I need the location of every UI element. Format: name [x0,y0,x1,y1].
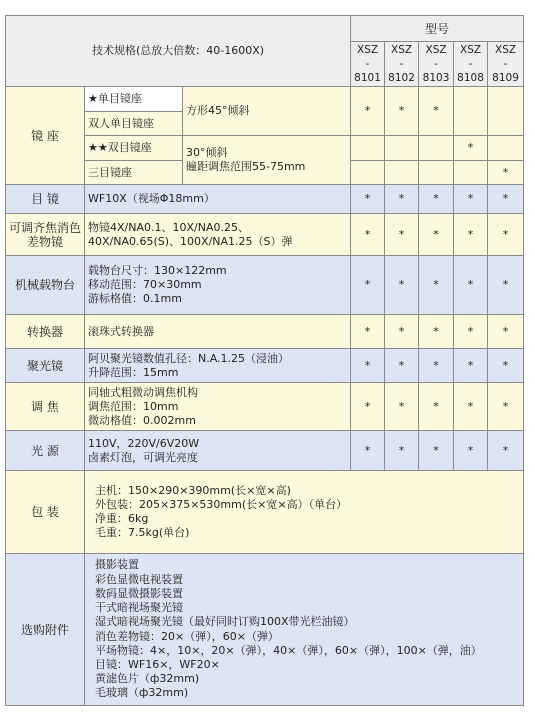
mark [385,136,419,161]
mark: * [385,349,419,383]
category-focus: 调 焦 [6,383,85,431]
mark: * [419,214,454,256]
desc-accessories: 摄影装置 彩色显微电视装置 数码显微摄影装置 干式暗视场聚光镜 湿式暗视场聚光镜（最好同时订购100X带光栏油镜） 消色差物镜：20×（弹），60×（弹） 平场物镜：4×，10×，20×（弹），40×（弹），60×（弹），100×（弹，油） 目镜：WF16×，WF20× 黄滤色片（ф32mm) 毛玻璃（ф32mm) [85,554,524,706]
desc-objective: 物镜4X/NA0.1、10X/NA0.25、 40X/NA0.65(S)、100X/NA1.25（S）弹 [85,214,351,256]
desc-condenser: 阿贝聚光镜数值孔径：N.A.1.25（浸油） 升降范围：15mm [85,349,351,383]
mark: * [351,383,385,431]
mark: * [488,315,524,349]
mark: * [454,136,488,161]
model-8108: XSZ - 8108 [454,42,488,87]
model-8103: XSZ - 8103 [419,42,454,87]
desc-eyepiece: WF10X（视场Φ18mm） [85,185,351,214]
mark [454,161,488,185]
mark: * [385,256,419,315]
mark: * [419,315,454,349]
mark: * [385,383,419,431]
desc-stage: 载物台尺寸：130×122mm 移动范围：70×30mm 游标格值：0.1mm [85,256,351,315]
mark: * [351,315,385,349]
mark: * [454,256,488,315]
mark [488,136,524,161]
mark [351,161,385,185]
mark: * [419,87,454,136]
mark: * [385,214,419,256]
category-accessories: 选购附件 [6,554,85,706]
head-desc-a: 方形45°倾斜 [183,87,351,136]
mark: * [385,185,419,214]
spec-title: 技术规格(总放大倍数：40-1600X) [6,16,351,87]
mark: * [351,214,385,256]
mark: * [454,431,488,471]
category-light: 光 源 [6,431,85,471]
model-title: 型号 [351,16,524,42]
desc-light: 110V，220V/6V20W 卤素灯泡，可调光亮度 [85,431,351,471]
mark: * [454,185,488,214]
mark: * [385,431,419,471]
sub-item-dual-single: 双人单目镜座 [85,112,183,136]
mark: * [385,87,419,136]
category-head: 镜 座 [6,87,85,185]
desc-focus: 同轴式粗微动调焦机构 调焦范围：10mm 微动格值：0.002mm [85,383,351,431]
mark [385,161,419,185]
sub-item-binocular: ★★双目镜座 [85,136,183,161]
mark: * [419,185,454,214]
category-nosepiece: 转换器 [6,315,85,349]
mark: * [385,315,419,349]
mark: * [488,185,524,214]
mark: * [454,383,488,431]
desc-packing: 主机：150×290×390mm(长×宽×高) 外包装：205×375×530mm(长×宽×高）（单台） 净重：6kg 毛重：7.5kg(单台) [85,471,524,554]
head-desc-b: 30°倾斜 瞳距调焦范围55-75mm [183,136,351,185]
category-stage: 机械载物台 [6,256,85,315]
mark [419,161,454,185]
category-eyepiece: 目 镜 [6,185,85,214]
sub-item-trinocular: 三目镜座 [85,161,183,185]
mark: * [488,431,524,471]
mark: * [454,349,488,383]
mark: * [351,349,385,383]
mark: * [351,256,385,315]
mark: * [351,431,385,471]
mark: * [351,87,385,136]
mark: * [351,185,385,214]
mark: * [488,383,524,431]
mark: * [488,214,524,256]
mark: * [419,383,454,431]
category-objective: 可调齐焦消色差物镜 [6,214,85,256]
category-condenser: 聚光镜 [6,349,85,383]
model-8102: XSZ - 8102 [385,42,419,87]
mark: * [419,431,454,471]
mark: * [419,256,454,315]
mark [351,136,385,161]
mark [419,136,454,161]
model-8101: XSZ - 8101 [351,42,385,87]
mark: * [454,214,488,256]
mark: * [488,349,524,383]
mark [488,87,524,136]
mark [454,87,488,136]
model-8109: XSZ - 8109 [488,42,524,87]
desc-nosepiece: 滚珠式转换器 [85,315,351,349]
category-packing: 包 装 [6,471,85,554]
sub-item-single: ★单目镜座 [85,87,183,112]
mark: * [488,161,524,185]
spec-table [5,15,524,706]
mark: * [454,315,488,349]
mark: * [488,256,524,315]
mark: * [419,349,454,383]
